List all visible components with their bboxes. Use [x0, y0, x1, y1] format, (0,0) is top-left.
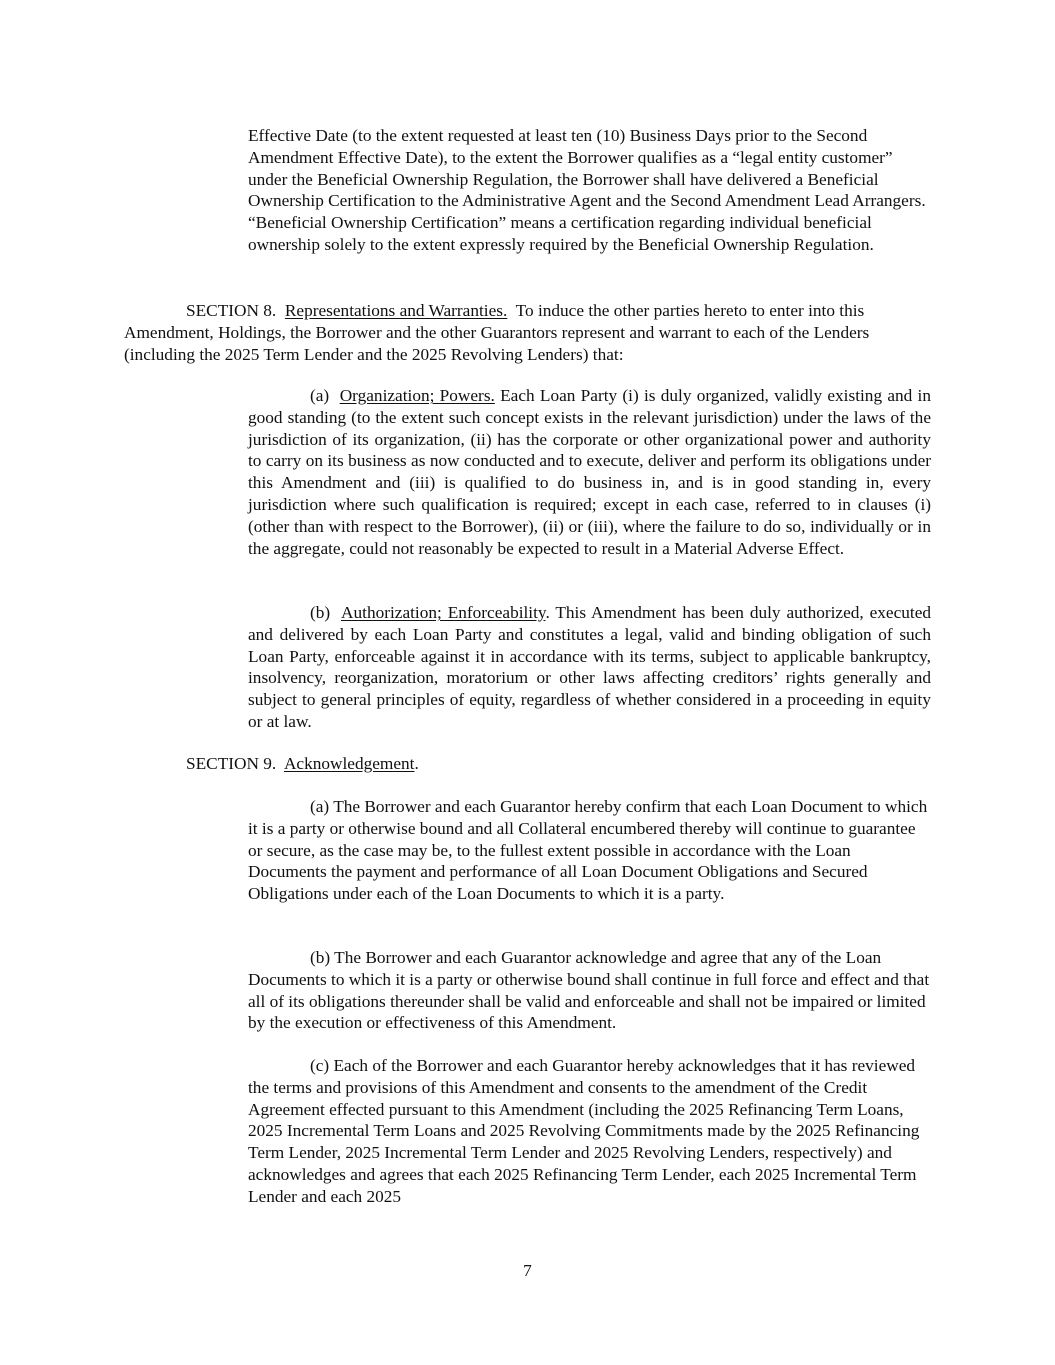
section-8a-label: (a) — [310, 386, 330, 405]
section-9-heading-line — [124, 753, 912, 775]
page-number: 7 — [523, 1261, 532, 1280]
section-8b-label: (b) — [310, 603, 331, 622]
section-9-period: . — [414, 754, 419, 773]
section-9b-paragraph: (b) The Borrower and each Guarantor acknowledge and agree that any of the Loan Documents to which it is a party or otherwise bound shall continue in full force and effect and that all of its obligations thereunder shall be valid and enforceable and shall not be impaired or limited by the execution or effectiveness of this Amendment. — [248, 948, 930, 1033]
section-8-text: To induce the other parties hereto to enter into this Amendment, Holdings, the Borrower and the other Guarantors represent and warrant to each of the Lenders (including the 2025 Term Lender and the 2025 Revolving Lenders) that: — [124, 301, 870, 364]
section-9-label: SECTION 9. — [186, 754, 277, 773]
section-8-label: SECTION 8. — [186, 301, 277, 320]
section-8a-heading: Organization; Powers. — [339, 386, 495, 405]
section-8a-text: Each Loan Party (i) is duly organized, validly existing and in good standing (to the extent such concept exists in the relevant jurisdiction) under the laws of the jurisdiction of its organization, (ii) has the corporate or other organizational power and authority to carry on its business as now conducted and to execute, deliver and perform its obligations under this Amendment and (iii) is qualified to do business in, and is in good standing in, every jurisdiction where such qualification is required; except in each case, referred to in clauses (i) (other than with respect to the Borrower), (ii) or (iii), where the failure to do so, individually or in the aggregate, could not reasonably be expected to result in a Material Adverse Effect. — [248, 386, 931, 558]
section-8-paragraph — [124, 300, 912, 365]
section-8b-paragraph — [248, 602, 931, 733]
section-9a-paragraph: (a) The Borrower and each Guarantor hereby confirm that each Loan Document to which it is a party or otherwise bound and all Collateral encumbered thereby will continue to guarantee or secure, as the case may be, to the fullest extent possible in accordance with the Loan Documents the payment and performance of all Loan Document Obligations and Secured Obligations under each of the Loan Documents to which it is a party. — [248, 797, 928, 904]
intro-paragraph: Effective Date (to the extent requested at least ten (10) Business Days prior to the Second Amendment Effective Date), to the extent the Borrower qualifies as a “legal entity customer” under the Beneficial Ownership Regulation, the Borrower shall have delivered a Beneficial Ownership Certification to the Administrative Agent and the Second Amendment Lead Arrangers. “Beneficial Ownership Certification” means a certification regarding individual beneficial ownership solely to the extent expressly required by the Beneficial Ownership Regulation. — [248, 126, 926, 254]
section-8b-text: . This Amendment has been duly authorized, executed and delivered by each Loan Party and constitutes a legal, valid and binding obligation of such Loan Party, enforceable against it in accordance with its terms, subject to applicable bankruptcy, insolvency, reorganization, moratorium or other laws affecting creditors’ rights generally and subject to general principles of equity, regardless of whether considered in a proceeding in equity or at law. — [248, 603, 932, 731]
section-9-heading: Acknowledgement — [283, 754, 415, 773]
section-8a-paragraph — [248, 385, 931, 559]
section-9c-paragraph: (c) Each of the Borrower and each Guarantor hereby acknowledges that it has reviewed the terms and provisions of this Amendment and consents to the amendment of the Credit Agreement effected pursuant to this Amendment (including the 2025 Refinancing Term Loans, 2025 Incremental Term Loans and 2025 Revolving Commitments made by the 2025 Refinancing Term Lender, 2025 Incremental Term Lender and 2025 Revolving Lenders, respectively) and acknowledges and agrees that each 2025 Refinancing Term Lender, each 2025 Incremental Term Lender and each 2025 — [248, 1056, 920, 1206]
section-8-heading: Representations and Warranties. — [284, 301, 508, 320]
section-8b-heading: Authorization; Enforceability — [341, 603, 546, 622]
